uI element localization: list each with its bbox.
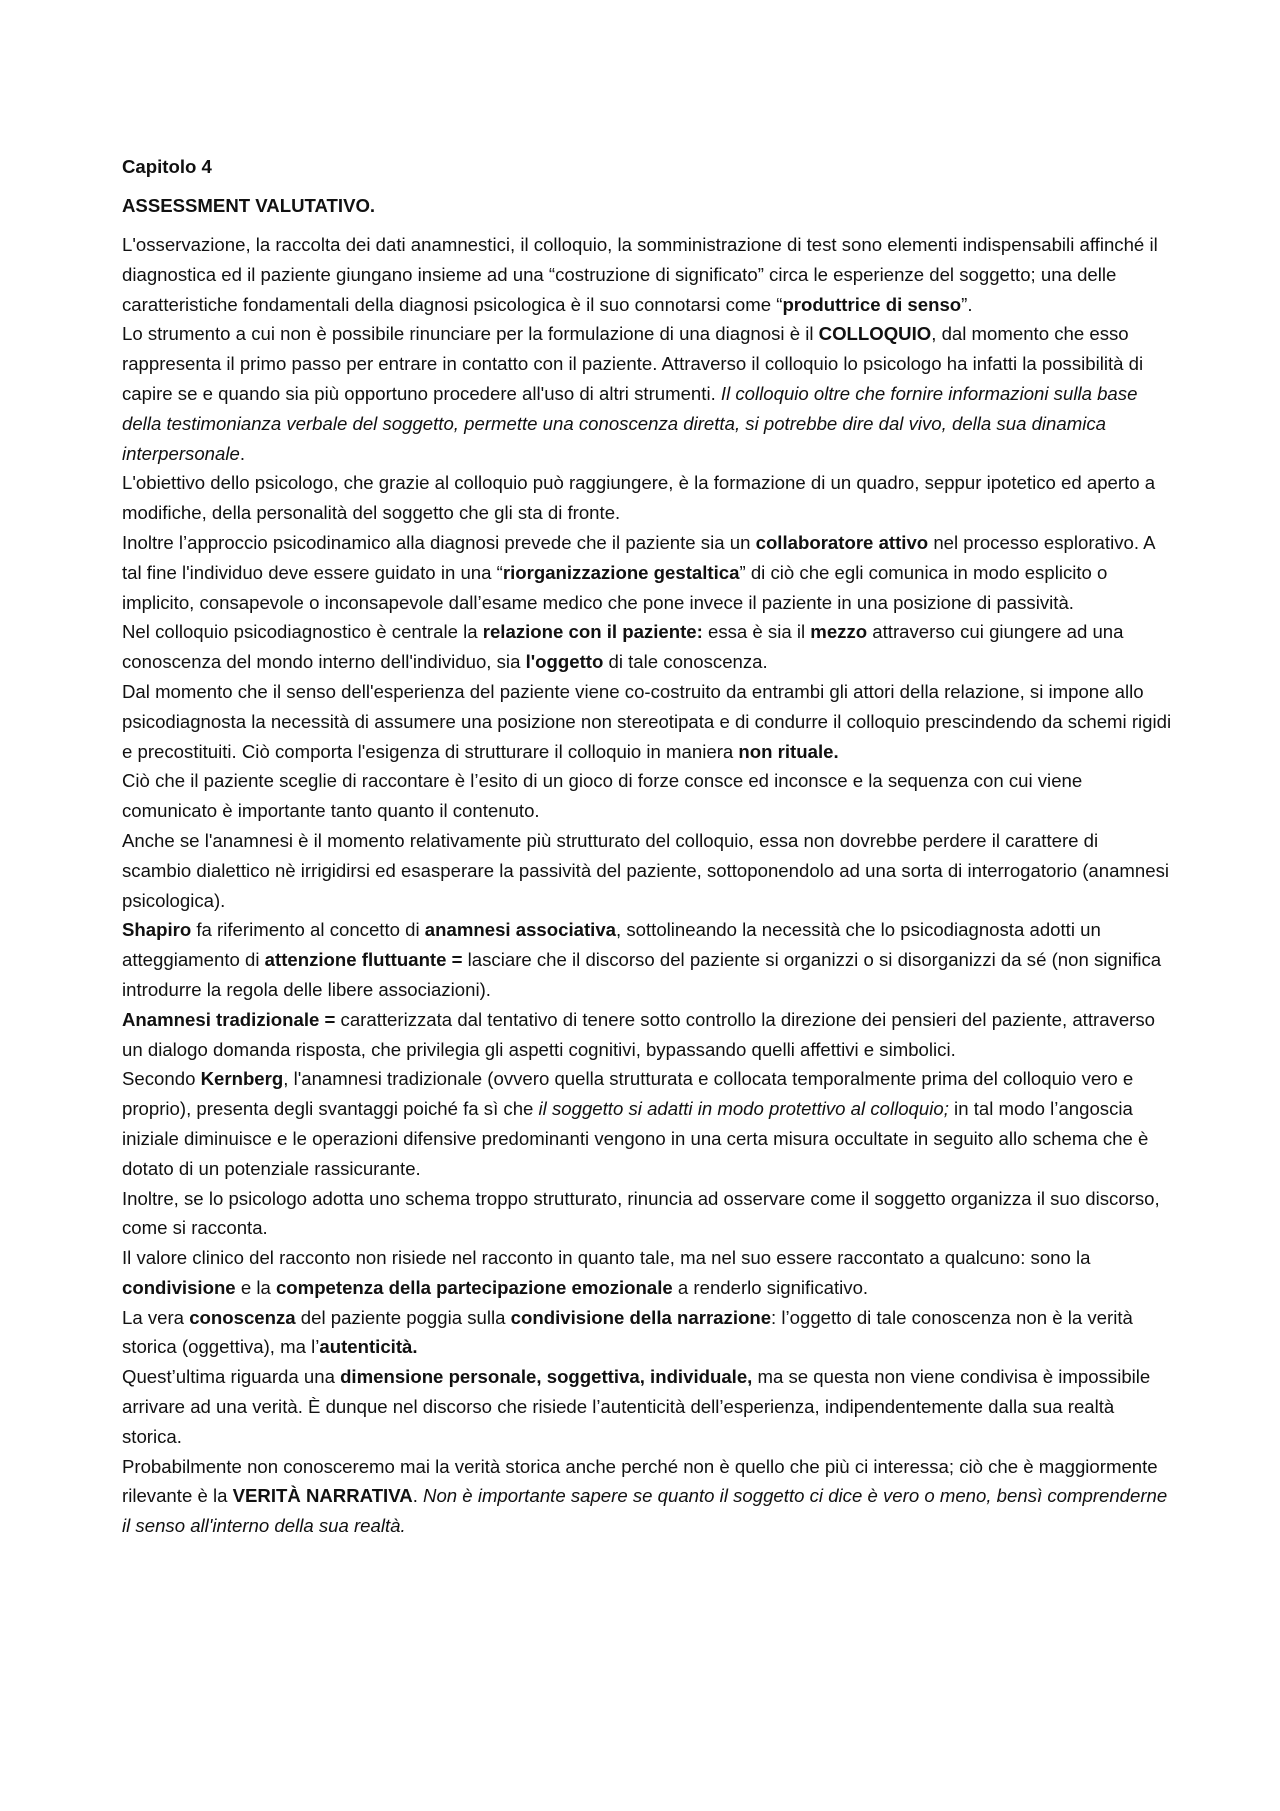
bold-text: relazione con il paziente: (482, 621, 703, 643)
text-run: Ciò che il paziente sceglie di raccontare è l’esito di un gioco di forze consce ed inconsce e la sequenza con cui viene comunicato è importante tanto quanto il contenuto. (122, 770, 1083, 822)
paragraph (122, 1064, 1172, 1183)
text-run: lasciare che il discorso del paziente si organizzi o si disorganizzi da sé (non significa introdurre la regola delle libere associazioni). (122, 949, 1162, 1000)
paragraph (122, 826, 1172, 915)
text-run: . (412, 1485, 424, 1507)
text-run: essa è sia il (702, 621, 811, 643)
text-run: , sottolineando la necessità che lo psicodiagnosta adotti un atteggiamento di (122, 919, 1101, 971)
bold-text: Anamnesi tradizionale = (122, 1008, 336, 1030)
paragraph (122, 528, 1172, 617)
paragraph (122, 617, 1172, 677)
text-run: . (239, 442, 246, 464)
paragraph (122, 1005, 1172, 1065)
chapter-title: Capitolo 4 (122, 156, 212, 177)
italic-text: il soggetto si adatti in modo protettivo al colloquio; (538, 1098, 949, 1120)
paragraph (122, 319, 1172, 468)
bold-text: anamnesi associativa (424, 919, 617, 941)
text-run: ”. (961, 293, 973, 315)
text-run: Inoltre, se lo psicologo adotta uno schema troppo strutturato, rinuncia ad osservare come il soggetto organizza il suo discorso, come si racconta. (122, 1187, 1160, 1239)
text-run: : l’oggetto di tale conoscenza non è la verità storica (oggettiva), ma l’ (122, 1306, 1133, 1358)
text-run: L'osservazione, la raccolta dei dati anamnestici, il colloquio, la somministrazione di test sono elementi indispensabili affinché il diagnostica ed il paziente giungano insieme ad una “costruzione di significato” circa le esperienze del soggetto; una delle caratteristiche fondamentali della diagnosi psicologica è il suo connotarsi come “ (122, 234, 1158, 315)
paragraph (122, 1362, 1172, 1451)
bold-text: collaboratore attivo (755, 531, 929, 553)
paragraph (122, 1303, 1172, 1363)
text-run: caratterizzata dal tentativo di tenere sotto controllo la direzione dei pensieri del paziente, attraverso un dialogo domanda risposta, che privilegia gli aspetti cognitivi, bypassando quelli affettivi e simbolici. (122, 1008, 1155, 1060)
paragraph (122, 677, 1172, 766)
text-run: Anche se l'anamnesi è il momento relativamente più strutturato del colloquio, essa non dovrebbe perdere il carattere di scambio dialettico nè irrigidirsi ed esasperare la passività del paziente, sottoponendolo ad una sorta di interrogatorio (anamnesi psicologica). (122, 829, 1170, 911)
text-run: Quest’ultima riguarda una (122, 1366, 341, 1388)
text-run: Nel colloquio psicodiagnostico è centrale la (122, 621, 483, 643)
bold-text: dimensione personale, soggettiva, individuale, (340, 1366, 753, 1388)
bold-text: competenza della partecipazione emozionale (275, 1276, 673, 1298)
italic-text: Il colloquio oltre che fornire informazioni sulla base della testimonianza verbale del soggetto, permette una conoscenza diretta, si potrebbe dire dal vivo, della sua dinamica interpersonale (122, 382, 1138, 464)
text-run: in tal modo l’angoscia iniziale diminuisce e le operazioni difensive predominanti vengono in una certa misura occultate in seguito allo schema che è dotato di un potenziale rassicurante. (122, 1098, 1149, 1179)
document-page (122, 152, 1172, 1541)
bold-text: produttrice di senso (782, 293, 962, 315)
text-run: attraverso cui giungere ad una conoscenza del mondo interno dell'individuo, sia (122, 621, 1124, 673)
text-run: Il valore clinico del racconto non risiede nel racconto in quanto tale, ma nel suo essere raccontato a qualcuno: sono la (122, 1247, 1091, 1269)
bold-text: attenzione fluttuante = (264, 949, 463, 971)
bold-text: condivisione (122, 1276, 236, 1298)
text-run: Inoltre l’approccio psicodinamico alla diagnosi prevede che il paziente sia un (122, 531, 756, 553)
bold-text: autenticità. (319, 1336, 418, 1358)
text-run: L'obiettivo dello psicologo, che grazie al colloquio può raggiungere, è la formazione di un quadro, seppur ipotetico ed aperto a modifiche, della personalità del soggetto che gli sta di fronte. (122, 472, 1156, 524)
text-run: di tale conoscenza. (603, 651, 768, 673)
bold-text: riorganizzazione gestaltica (502, 561, 740, 583)
paragraph (122, 468, 1172, 528)
text-run: Probabilmente non conosceremo mai la verità storica anche perché non è quello che più ci interessa; ciò che è maggiormente rilevante è la (122, 1455, 1158, 1507)
text-run: , dal momento che esso rappresenta il primo passo per entrare in contatto con il paziente. Attraverso il colloquio lo psicologo ha infatti la possibilità di capire se e quando sia più opportuno procedere all'uso di altri strumenti. (122, 323, 1144, 404)
bold-text: condivisione della narrazione (510, 1306, 772, 1328)
paragraph (122, 1452, 1172, 1541)
bold-text: conoscenza (189, 1306, 296, 1328)
text-run: fa riferimento al concetto di (191, 919, 425, 941)
text-run: nel processo esplorativo. A tal fine l'individuo deve essere guidato in una “ (122, 531, 1155, 583)
bold-text: COLLOQUIO (818, 323, 932, 345)
text-run: a renderlo significativo. (672, 1276, 869, 1298)
text-run: Dal momento che il senso dell'esperienza del paziente viene co-costruito da entrambi gli attori della relazione, si impone allo psicodiagnosta la necessità di assumere una posizione non stereotipata e di condurre il colloquio prescindendo da schemi rigidi e precostituiti. Ciò comporta l'esigenza di strutturare il colloquio in maniera (122, 680, 1172, 762)
bold-text: l'oggetto (525, 651, 604, 673)
section-title: ASSESSMENT VALUTATIVO. (122, 195, 376, 216)
text-run: La vera (122, 1306, 190, 1328)
paragraph (122, 1184, 1172, 1244)
text-run: ma se questa non viene condivisa è impossibile arrivare ad una verità. È dunque nel discorso che risiede l’autenticità dell’esperienza, indipendentemente dalla sua realtà storica. (122, 1366, 1151, 1447)
paragraph (122, 766, 1172, 826)
text-run: , l'anamnesi tradizionale (ovvero quella strutturata e collocata temporalmente prima del colloquio vero e proprio), presenta degli svantaggi poiché fa sì che (122, 1068, 1134, 1120)
bold-text: non rituale. (738, 740, 839, 762)
text-run: e la (235, 1276, 276, 1298)
paragraph (122, 1243, 1172, 1303)
body-text (122, 230, 1172, 1541)
bold-text: VERITÀ NARRATIVA (232, 1485, 413, 1507)
bold-text: mezzo (810, 621, 868, 643)
italic-text: Non è importante sapere se quanto il soggetto ci dice è vero o meno, bensì comprenderne il senso all'interno della sua realtà. (122, 1485, 1168, 1537)
paragraph (122, 915, 1172, 1004)
bold-text: Kernberg (200, 1068, 284, 1090)
text-run: del paziente poggia sulla (295, 1306, 511, 1328)
text-run: Lo strumento a cui non è possibile rinunciare per la formulazione di una diagnosi è il (122, 323, 819, 345)
bold-text: Shapiro (122, 919, 192, 941)
text-run: ” di ciò che egli comunica in modo esplicito o implicito, consapevole o inconsapevole dall’esame medico che pone invece il paziente in una posizione di passività. (122, 561, 1108, 613)
paragraph (122, 230, 1172, 319)
text-run: Secondo (122, 1068, 201, 1090)
